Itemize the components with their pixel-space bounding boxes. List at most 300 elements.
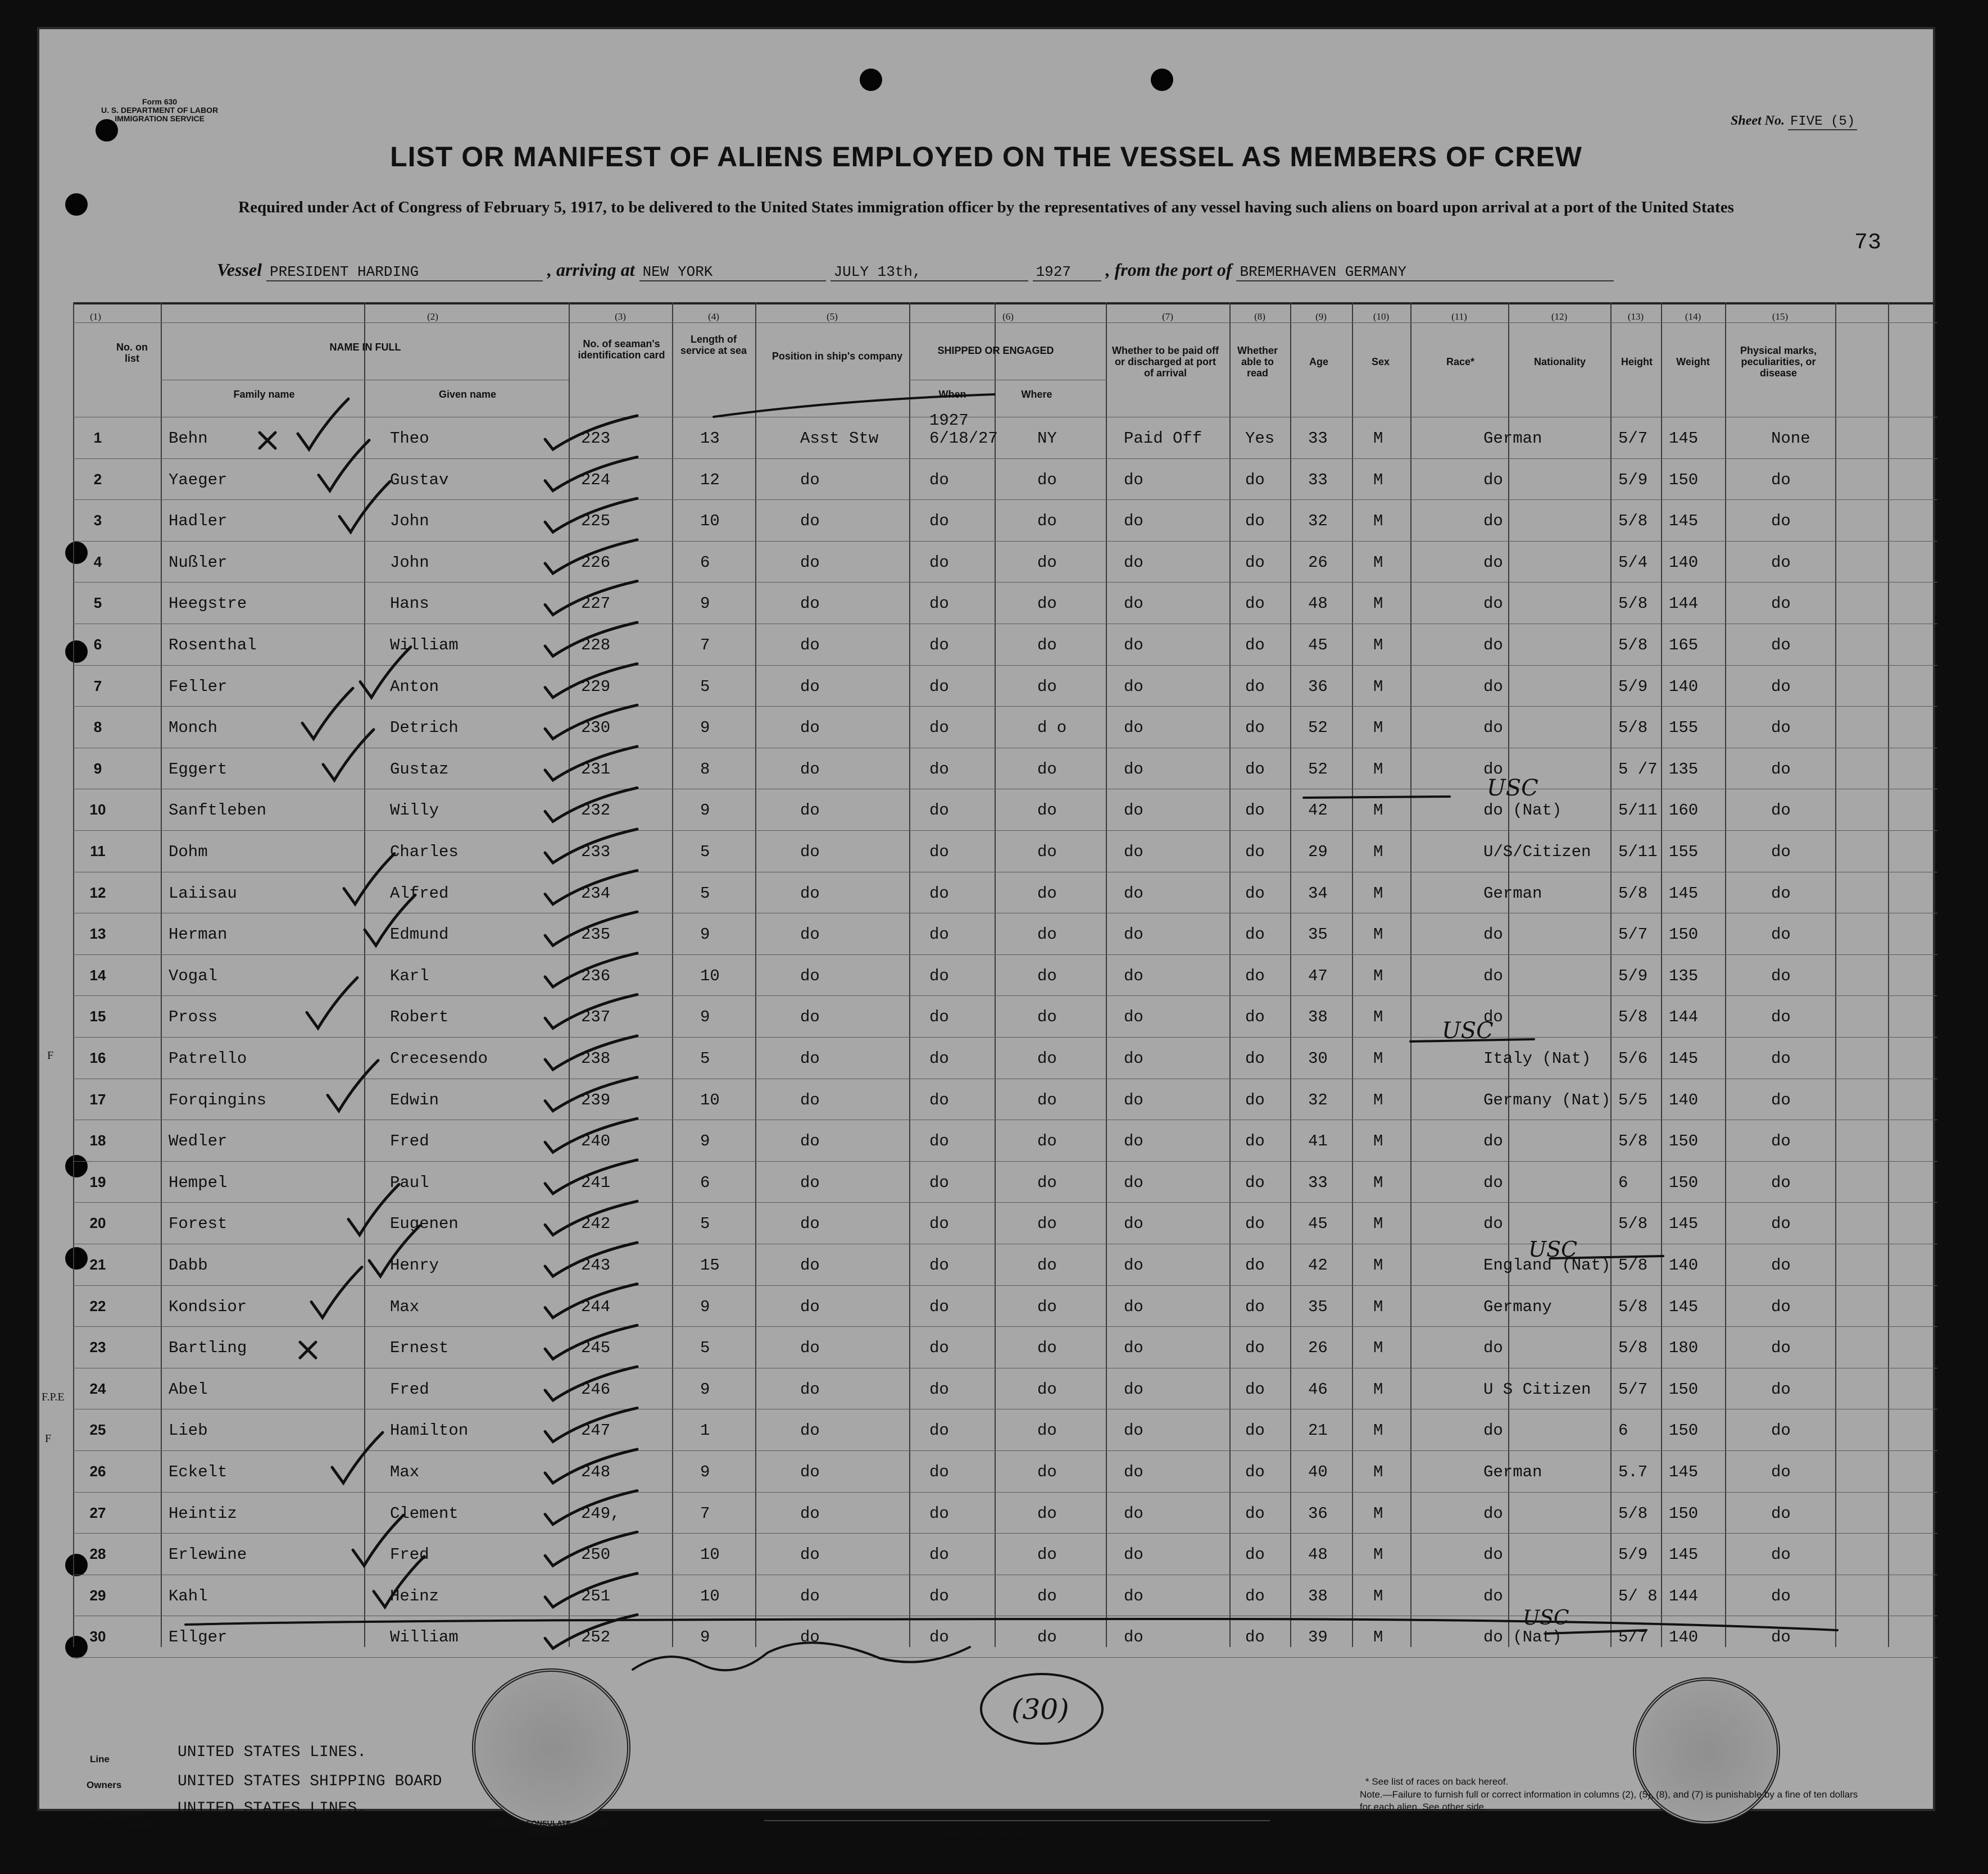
race-nationality-cell: do <box>1483 677 1503 696</box>
sex-cell: M <box>1373 760 1383 779</box>
shipped-when-cell: do <box>929 1049 949 1068</box>
sex-cell: M <box>1373 677 1383 696</box>
checkmark-icons <box>260 399 637 1648</box>
sex-cell: M <box>1373 1008 1383 1026</box>
shipped-where-cell: do <box>1037 760 1057 779</box>
shipped-when-cell: do <box>929 1463 949 1481</box>
header-position: Position in ship's company <box>771 351 903 362</box>
checkmark-icon <box>353 1515 403 1566</box>
checkmark-icon <box>369 1226 420 1276</box>
checkmark-icon <box>545 1408 637 1441</box>
able-to-read-cell: do <box>1245 1504 1265 1523</box>
shipped-where-cell: do <box>1037 1049 1057 1068</box>
family-name-cell: Bartling <box>169 1339 247 1357</box>
shipped-where-cell: do <box>1037 1173 1057 1192</box>
sex-cell: M <box>1373 1421 1383 1440</box>
able-to-read-cell: do <box>1245 1587 1265 1605</box>
column-number: (2) <box>427 311 438 322</box>
race-nationality-cell: do <box>1483 553 1503 572</box>
age-cell: 21 <box>1308 1421 1328 1440</box>
physical-marks-cell: None <box>1771 429 1810 448</box>
height-cell: 5/9 <box>1618 471 1648 489</box>
physical-marks-cell: do <box>1771 843 1791 861</box>
service-length-cell: 12 <box>700 471 720 489</box>
position-cell: do <box>800 512 820 530</box>
paid-off-cell: do <box>1124 1504 1143 1523</box>
service-length-cell: 8 <box>700 760 710 779</box>
agents-code: 14—1360 <box>126 1820 156 1828</box>
position-cell: do <box>800 1504 820 1523</box>
weight-cell: 155 <box>1669 843 1699 861</box>
shipped-when-cell: do <box>929 512 949 530</box>
sex-cell: M <box>1373 1339 1383 1357</box>
able-to-read-cell: do <box>1245 1628 1265 1646</box>
shipped-where-cell: do <box>1037 1380 1057 1399</box>
age-cell: 40 <box>1308 1463 1328 1481</box>
seaman-id-cell: 232 <box>581 801 611 820</box>
able-to-read-cell: do <box>1245 1463 1265 1481</box>
column-number: (11) <box>1451 311 1467 322</box>
weight-cell: 145 <box>1669 429 1699 448</box>
seaman-id-cell: 247 <box>581 1421 611 1440</box>
height-cell: 5/8 <box>1618 1008 1648 1026</box>
position-cell: do <box>800 1173 820 1192</box>
paid-off-cell: do <box>1124 843 1143 861</box>
family-name-cell: Lieb <box>169 1421 208 1440</box>
seaman-id-cell: 250 <box>581 1545 611 1564</box>
weight-cell: 150 <box>1669 1421 1699 1440</box>
shipped-where-cell: do <box>1037 1008 1057 1026</box>
family-name-cell: Herman <box>169 925 228 944</box>
checkmark-icon <box>545 1036 637 1070</box>
inspector-label: Immigrant Inspector. <box>938 1827 1028 1839</box>
age-cell: 33 <box>1308 1173 1328 1192</box>
column-number: (6) <box>1002 311 1014 322</box>
physical-marks-cell: do <box>1771 1339 1791 1357</box>
arrival-date: JULY 13th, <box>830 263 1028 281</box>
service-length-cell: 10 <box>700 1091 720 1109</box>
row-number-cell: 15 <box>89 1008 106 1025</box>
age-cell: 42 <box>1308 801 1328 820</box>
position-cell: do <box>800 760 820 779</box>
race-nationality-cell: German <box>1483 429 1542 448</box>
column-number: (9) <box>1315 311 1327 322</box>
age-cell: 52 <box>1308 760 1328 779</box>
shipped-where-cell: do <box>1037 1628 1057 1646</box>
height-cell: 5/7 <box>1618 1380 1648 1399</box>
arrival-port: NEW YORK <box>639 263 826 281</box>
able-to-read-cell: do <box>1245 1173 1265 1192</box>
agents-label: Local Agents <box>87 1809 147 1820</box>
paid-off-cell: do <box>1124 553 1143 572</box>
race-nationality-cell: do <box>1483 1545 1503 1564</box>
family-name-cell: Patrello <box>169 1049 247 1068</box>
shipped-where-cell: do <box>1037 1132 1057 1150</box>
shipped-where-cell: do <box>1037 1421 1057 1440</box>
checkmark-icon <box>545 1532 637 1566</box>
given-name-cell: Max <box>390 1298 420 1316</box>
race-nationality-cell: do <box>1483 471 1503 489</box>
shipped-where-cell: do <box>1037 1545 1057 1564</box>
age-cell: 48 <box>1308 1545 1328 1564</box>
shipped-where-cell: do <box>1037 1256 1057 1275</box>
position-cell: do <box>800 1587 820 1605</box>
paid-off-cell: do <box>1124 1173 1143 1192</box>
shipped-where-cell: do <box>1037 884 1057 903</box>
header-service: Length of service at sea <box>680 334 747 356</box>
service-length-cell: 7 <box>700 636 710 654</box>
weight-cell: 160 <box>1669 801 1699 820</box>
shipped-where-cell: do <box>1037 512 1057 530</box>
given-name-cell: Karl <box>390 967 429 985</box>
seaman-id-cell: 252 <box>581 1628 611 1646</box>
seaman-id-cell: 238 <box>581 1049 611 1068</box>
checkmark-icon <box>545 581 637 615</box>
height-cell: 5.7 <box>1618 1463 1648 1481</box>
physical-marks-cell: do <box>1771 471 1791 489</box>
height-cell: 5/8 <box>1618 636 1648 654</box>
seaman-id-cell: 240 <box>581 1132 611 1150</box>
service-length-cell: 6 <box>700 1173 710 1192</box>
shipped-where-cell: do <box>1037 1339 1057 1357</box>
seaman-id-cell: 225 <box>581 512 611 530</box>
seaman-id-cell: 223 <box>581 429 611 448</box>
race-nationality-cell: do (Nat) <box>1483 801 1562 820</box>
column-number: (8) <box>1254 311 1265 322</box>
stroke-mark <box>714 394 995 417</box>
race-nationality-cell: do <box>1483 925 1503 944</box>
checkmark-icon <box>545 953 637 987</box>
given-name-cell: Edmund <box>390 925 449 944</box>
given-name-cell: John <box>390 512 429 530</box>
position-cell: Asst Stw <box>800 429 879 448</box>
weight-cell: 145 <box>1669 512 1699 530</box>
weight-cell: 150 <box>1669 471 1699 489</box>
header-year-note: 1927 <box>929 411 969 430</box>
weight-cell: 144 <box>1669 1587 1699 1605</box>
physical-marks-cell: do <box>1771 512 1791 530</box>
row-number-cell: 17 <box>89 1091 106 1108</box>
header-sex: Sex <box>1371 356 1390 367</box>
given-name-cell: Gustaz <box>390 760 449 779</box>
checkmark-icon <box>545 1201 637 1235</box>
header-marks: Physical marks, peculiarities, or disease <box>1740 345 1817 379</box>
position-cell: do <box>800 1132 820 1150</box>
service-length-cell: 9 <box>700 1628 710 1646</box>
checkmark-icon <box>311 1267 362 1318</box>
closing-line <box>185 1619 1837 1630</box>
weight-cell: 140 <box>1669 1091 1699 1109</box>
checkmark-icon <box>545 540 637 574</box>
age-cell: 30 <box>1308 1049 1328 1068</box>
checkmark-icon <box>323 730 374 780</box>
service-length-cell: 10 <box>700 1545 720 1564</box>
service-length-cell: 9 <box>700 801 710 820</box>
weight-cell: 145 <box>1669 1215 1699 1233</box>
shipped-when-cell: do <box>929 843 949 861</box>
position-cell: do <box>800 884 820 903</box>
shipped-where-cell: do <box>1037 801 1057 820</box>
shipped-when-cell: do <box>929 884 949 903</box>
physical-marks-cell: do <box>1771 1380 1791 1399</box>
shipped-when-cell: do <box>929 1173 949 1192</box>
header-name: NAME IN FULL <box>329 342 401 353</box>
paid-off-cell: do <box>1124 1256 1143 1275</box>
checkmark-icon <box>545 1284 637 1318</box>
age-cell: 33 <box>1308 471 1328 489</box>
checkmark-icon <box>545 994 637 1028</box>
able-to-read-cell: do <box>1245 925 1265 944</box>
shipped-when-cell: do <box>929 471 949 489</box>
seaman-id-cell: 226 <box>581 553 611 572</box>
shipped-when-cell: do <box>929 1380 949 1399</box>
owners-label: Owners <box>87 1780 122 1790</box>
race-nationality-cell: do <box>1483 636 1503 654</box>
service-length-cell: 15 <box>700 1256 720 1275</box>
checkmark-icon <box>545 622 637 656</box>
age-cell: 36 <box>1308 1504 1328 1523</box>
row-number-cell: 14 <box>89 967 106 984</box>
physical-marks-cell: do <box>1771 1256 1791 1275</box>
seaman-id-cell: 248 <box>581 1463 611 1481</box>
position-cell: do <box>800 1256 820 1275</box>
physical-marks-cell: do <box>1771 1504 1791 1523</box>
weight-cell: 165 <box>1669 636 1699 654</box>
paid-off-cell: Paid Off <box>1124 429 1202 448</box>
age-cell: 38 <box>1308 1587 1328 1605</box>
position-cell: do <box>800 636 820 654</box>
checkmark-icon <box>344 854 394 904</box>
paid-off-cell: do <box>1124 760 1143 779</box>
paid-off-cell: do <box>1124 1628 1143 1646</box>
shipped-when-cell: do <box>929 967 949 985</box>
race-nationality-cell: Germany <box>1483 1298 1552 1316</box>
checkmark-icon <box>545 1118 637 1152</box>
races-note: * See list of races on back hereof. <box>1365 1776 1509 1787</box>
sex-cell: M <box>1373 512 1383 530</box>
family-name-cell: Eckelt <box>169 1463 228 1481</box>
margin-note: F <box>47 1049 54 1062</box>
given-name-cell: Heinz <box>390 1587 439 1605</box>
height-cell: 5/8 <box>1618 1298 1648 1316</box>
given-name-cell: Henry <box>390 1256 439 1275</box>
family-name-cell: Hadler <box>169 512 228 530</box>
paid-off-cell: do <box>1124 677 1143 696</box>
race-nationality-cell: German <box>1483 1463 1542 1481</box>
row-number-cell: 11 <box>90 843 106 859</box>
seaman-id-cell: 234 <box>581 884 611 903</box>
row-number-cell: 3 <box>93 512 102 529</box>
shipped-where-cell: do <box>1037 967 1057 985</box>
weight-cell: 150 <box>1669 925 1699 944</box>
consulate-seal <box>472 1668 630 1827</box>
race-nationality-cell: German <box>1483 884 1542 903</box>
header-no: No. on list <box>116 342 148 364</box>
given-name-cell: Fred <box>390 1132 429 1150</box>
height-cell: 5/7 <box>1618 1628 1648 1646</box>
physical-marks-cell: do <box>1771 1215 1791 1233</box>
checkmark-icon <box>545 829 637 863</box>
age-cell: 34 <box>1308 884 1328 903</box>
header-read: Whether able to read <box>1237 345 1278 379</box>
service-name: IMMIGRATION SERVICE <box>115 114 205 123</box>
physical-marks-cell: do <box>1771 1298 1791 1316</box>
given-name-cell: Hans <box>390 594 429 613</box>
able-to-read-cell: do <box>1245 1339 1265 1357</box>
header-race: Race* <box>1446 356 1475 367</box>
shipped-when-cell: do <box>929 1132 949 1150</box>
usc-note: USC <box>1442 1018 1494 1044</box>
position-cell: do <box>800 1008 820 1026</box>
given-name-cell: Charles <box>390 843 459 861</box>
checkmark-icon <box>545 1491 637 1525</box>
service-length-cell: 5 <box>700 677 710 696</box>
sex-cell: M <box>1373 594 1383 613</box>
seaman-id-cell: 236 <box>581 967 611 985</box>
row-number-cell: 23 <box>89 1339 106 1356</box>
agents-value: UNITED STATES LINES. <box>178 1800 367 1817</box>
weight-cell: 140 <box>1669 677 1699 696</box>
shipped-where-cell: do <box>1037 925 1057 944</box>
age-cell: 45 <box>1308 636 1328 654</box>
checkmark-icon <box>545 912 637 945</box>
position-cell: do <box>800 1339 820 1357</box>
family-name-cell: Vogal <box>169 967 218 985</box>
able-to-read-cell: do <box>1245 677 1265 696</box>
cross-mark-icon <box>260 433 275 448</box>
paid-off-cell: do <box>1124 1380 1143 1399</box>
age-cell: 26 <box>1308 553 1328 572</box>
seaman-id-cell: 239 <box>581 1091 611 1109</box>
paid-off-cell: do <box>1124 967 1143 985</box>
seaman-id-cell: 229 <box>581 677 611 696</box>
shipped-when-cell: do <box>929 1628 949 1646</box>
physical-marks-cell: do <box>1771 1587 1791 1605</box>
weight-cell: 180 <box>1669 1339 1699 1357</box>
usc-note: USC <box>1523 1607 1569 1630</box>
sex-cell: M <box>1373 1256 1383 1275</box>
family-name-cell: Hempel <box>169 1173 228 1192</box>
able-to-read-cell: do <box>1245 1008 1265 1026</box>
family-name-cell: Forqingins <box>169 1091 267 1109</box>
physical-marks-cell: do <box>1771 1049 1791 1068</box>
given-name-cell: William <box>390 636 459 654</box>
weight-cell: 155 <box>1669 718 1699 737</box>
form-number: Form 630 <box>142 97 178 106</box>
physical-marks-cell: do <box>1771 1421 1791 1440</box>
shipped-where-cell: do <box>1037 1504 1057 1523</box>
service-length-cell: 13 <box>700 429 720 448</box>
given-name-cell: Gustav <box>390 471 449 489</box>
weight-cell: 135 <box>1669 760 1699 779</box>
header-nationality: Nationality <box>1533 356 1586 367</box>
family-name-cell: Erlewine <box>169 1545 247 1564</box>
checkmark-icon <box>545 871 637 904</box>
seaman-id-cell: 235 <box>581 925 611 944</box>
seaman-id-cell: 251 <box>581 1587 611 1605</box>
checkmark-icon <box>302 688 353 739</box>
checkmark-icon <box>360 647 411 698</box>
family-name-cell: Dohm <box>169 843 208 861</box>
arrival-year: 1927 <box>1033 263 1101 281</box>
paid-off-cell: do <box>1124 1587 1143 1605</box>
paid-off-cell: do <box>1124 1008 1143 1026</box>
race-nationality-cell: U S Citizen <box>1483 1380 1591 1399</box>
checkmark-icon <box>298 399 348 449</box>
strike-mark <box>1304 797 1450 798</box>
page-title: LIST OR MANIFEST OF ALIENS EMPLOYED ON THE VESSEL AS MEMBERS OF CREW <box>390 141 1582 172</box>
race-nationality-cell: do <box>1483 594 1503 613</box>
row-number-cell: 19 <box>89 1173 106 1190</box>
service-length-cell: 9 <box>700 1380 710 1399</box>
physical-marks-cell: do <box>1771 1132 1791 1150</box>
shipped-where-cell: do <box>1037 1091 1057 1109</box>
checkmark-icon <box>545 1449 637 1483</box>
paid-off-cell: do <box>1124 1421 1143 1440</box>
physical-marks-cell: do <box>1771 760 1791 779</box>
weight-cell: 140 <box>1669 1628 1699 1646</box>
cross-mark-icon <box>300 1342 316 1358</box>
race-nationality-cell: U/S/Citizen <box>1483 843 1591 861</box>
paid-off-cell: do <box>1124 801 1143 820</box>
able-to-read-cell: Yes <box>1245 429 1275 448</box>
row-number-cell: 7 <box>93 677 102 694</box>
height-cell: 5 /7 <box>1618 760 1658 779</box>
shipped-where-cell: NY <box>1037 429 1057 448</box>
header-given: Given name <box>438 389 497 400</box>
checkmark-icon <box>348 1184 399 1235</box>
header-where: Where <box>1021 389 1052 400</box>
family-name-cell: Wedler <box>169 1132 228 1150</box>
given-name-cell: Max <box>390 1463 420 1481</box>
checkmark-icon <box>545 416 637 449</box>
shipped-when-cell: do <box>929 718 949 737</box>
shipped-where-cell: do <box>1037 1215 1057 1233</box>
family-name-cell: Eggert <box>169 760 228 779</box>
paid-off-cell: do <box>1124 1545 1143 1564</box>
age-cell: 39 <box>1308 1628 1328 1646</box>
checkmark-icon <box>545 1573 637 1607</box>
age-cell: 35 <box>1308 925 1328 944</box>
age-cell: 35 <box>1308 1298 1328 1316</box>
vessel-name: PRESIDENT HARDING <box>266 263 543 281</box>
row-number-cell: 1 <box>93 429 102 446</box>
age-cell: 36 <box>1308 677 1328 696</box>
height-cell: 5/9 <box>1618 1545 1648 1564</box>
shipped-where-cell: do <box>1037 594 1057 613</box>
line-label: Line <box>90 1754 110 1764</box>
row-number-cell: 28 <box>89 1545 106 1562</box>
column-number: (4) <box>708 311 719 322</box>
position-cell: do <box>800 553 820 572</box>
given-name-cell: Hamilton <box>390 1421 469 1440</box>
shipped-where-cell: do <box>1037 1587 1057 1605</box>
service-length-cell: 9 <box>700 925 710 944</box>
able-to-read-cell: do <box>1245 967 1265 985</box>
height-cell: 5/8 <box>1618 1504 1648 1523</box>
seaman-id-cell: 233 <box>581 843 611 861</box>
age-cell: 32 <box>1308 512 1328 530</box>
height-cell: 5/ 8 <box>1618 1587 1658 1605</box>
physical-marks-cell: do <box>1771 677 1791 696</box>
row-number-cell: 6 <box>93 636 102 653</box>
able-to-read-cell: do <box>1245 594 1265 613</box>
paid-off-cell: do <box>1124 594 1143 613</box>
race-nationality-cell: do <box>1483 760 1503 779</box>
seaman-id-cell: 227 <box>581 594 611 613</box>
row-number-cell: 4 <box>93 553 102 570</box>
checkmark-icon <box>332 1432 383 1483</box>
